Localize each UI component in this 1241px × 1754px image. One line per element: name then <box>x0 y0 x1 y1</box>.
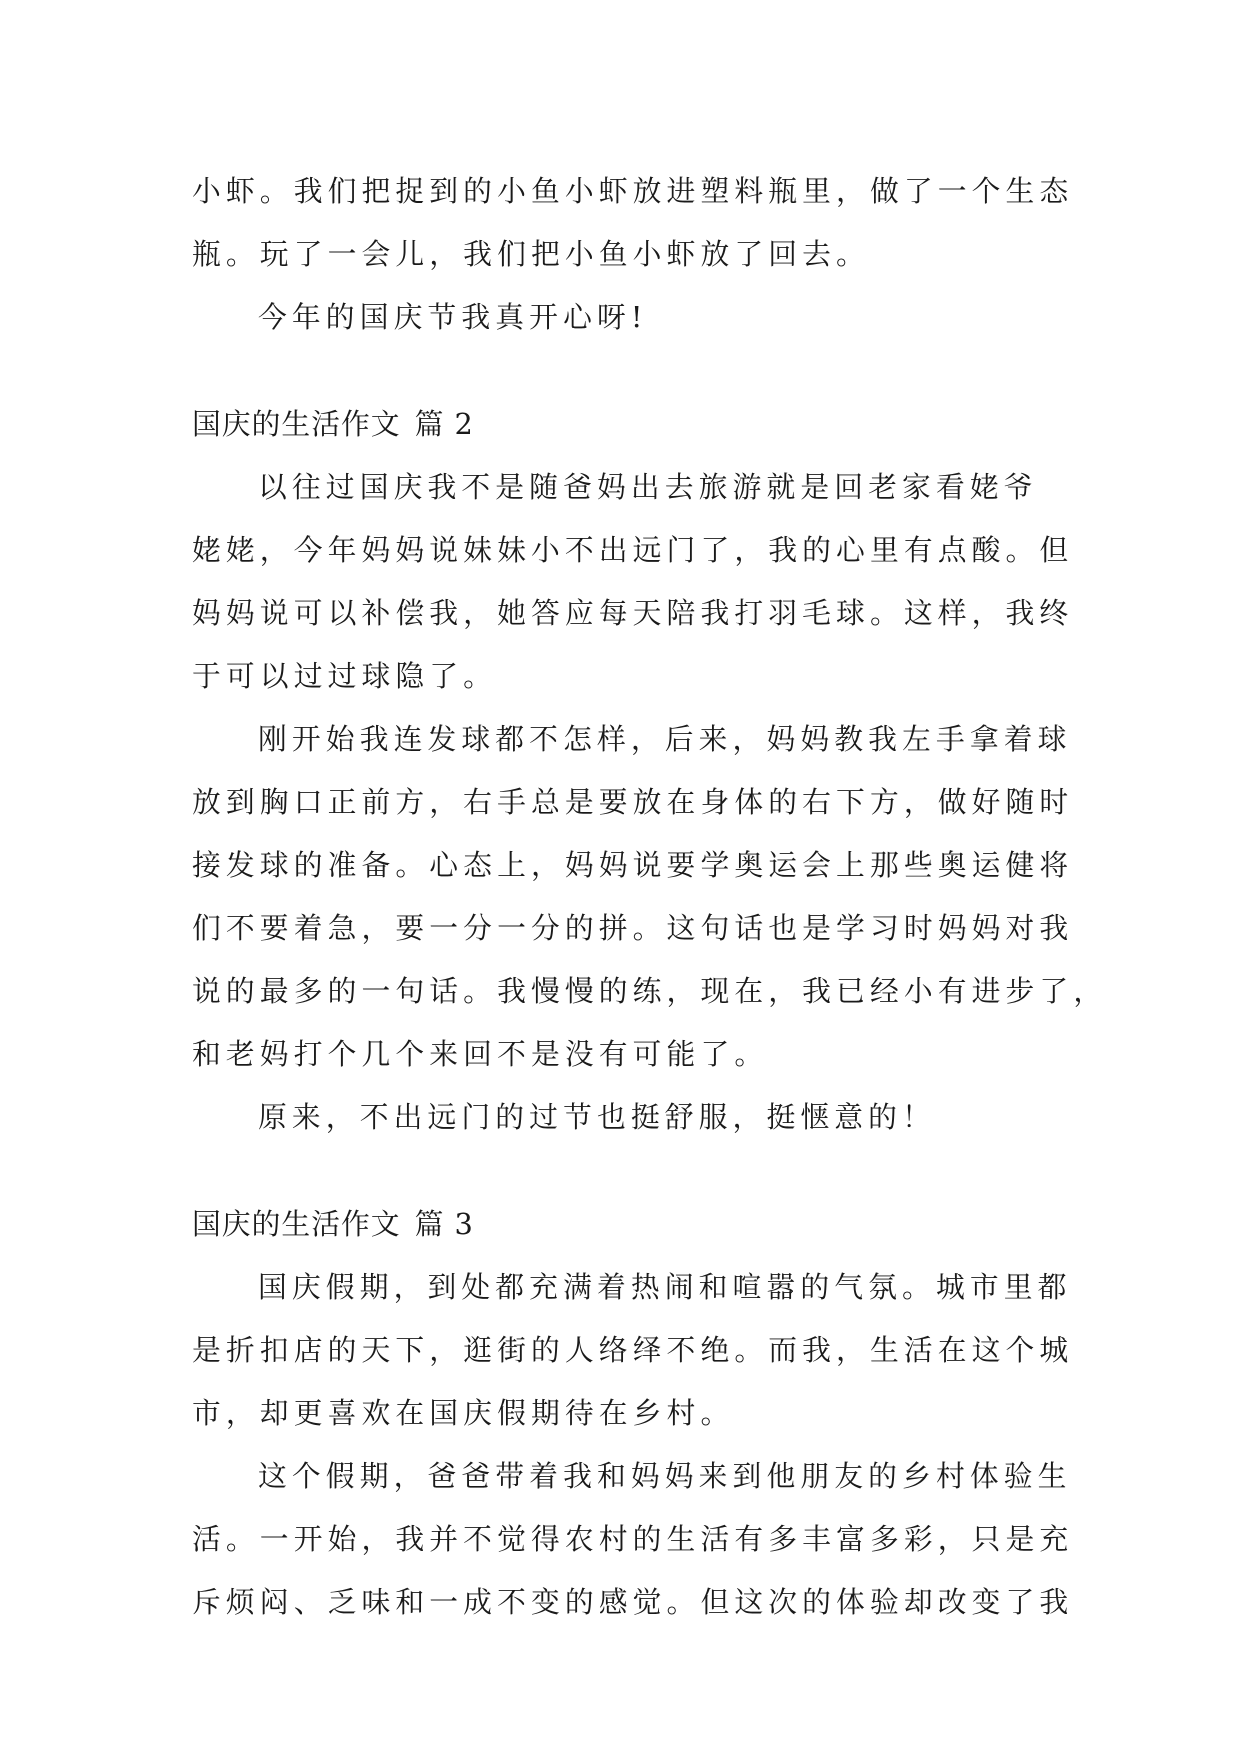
text-line: 以往过国庆我不是随爸妈出去旅游就是回老家看姥爷 <box>258 470 1038 504</box>
section-gap <box>192 1149 1056 1193</box>
text-line: 妈妈说可以补偿我，她答应每天陪我打羽毛球。这样，我终 <box>192 596 1074 630</box>
section-heading <box>192 1193 1056 1256</box>
text-line: 今年的国庆节我真开心呀! <box>258 300 648 334</box>
text-line: 姥姥，今年妈妈说妹妹小不出远门了，我的心里有点酸。但 <box>192 533 1074 567</box>
text-line: 活。一开始，我并不觉得农村的生活有多丰富多彩，只是充 <box>192 1522 1074 1556</box>
paragraph <box>192 1086 1056 1149</box>
paragraph <box>192 286 1056 349</box>
text-line: 小虾。我们把捉到的小鱼小虾放进塑料瓶里，做了一个生态 <box>192 174 1074 208</box>
text-line: 原来，不出远门的过节也挺舒服，挺惬意的！ <box>258 1100 936 1134</box>
heading-number: 篇 3 <box>414 1207 474 1241</box>
paragraph <box>192 1256 1074 1445</box>
text-line: 国庆假期，到处都充满着热闹和喧嚣的气氛。城市里都 <box>258 1270 1072 1304</box>
paragraph <box>192 708 1108 1086</box>
paragraph <box>192 160 1074 286</box>
document-page <box>192 160 1108 1634</box>
text-line: 刚开始我连发球都不怎样，后来，妈妈教我左手拿着球 <box>258 722 1072 756</box>
text-line: 这个假期，爸爸带着我和妈妈来到他朋友的乡村体验生 <box>258 1459 1072 1493</box>
text-line: 于可以过过球隐了。 <box>192 659 498 693</box>
section-gap <box>192 349 1056 393</box>
section-2 <box>192 393 1108 1149</box>
section-heading <box>192 393 1056 456</box>
text-line: 瓶。玩了一会儿，我们把小鱼小虾放了回去。 <box>192 237 870 271</box>
text-line: 们不要着急，要一分一分的拼。这句话也是学习时妈妈对我 <box>192 911 1074 945</box>
text-line: 放到胸口正前方，右手总是要放在身体的右下方，做好随时 <box>192 785 1074 819</box>
heading-title: 国庆的生活作文 <box>192 407 401 441</box>
heading-number: 篇 2 <box>414 407 474 441</box>
text-line: 斥烦闷、乏味和一成不变的感觉。但这次的体验却改变了我 <box>192 1585 1074 1619</box>
text-line: 接发球的准备。心态上，妈妈说要学奥运会上那些奥运健将 <box>192 848 1074 882</box>
heading-title: 国庆的生活作文 <box>192 1207 401 1241</box>
paragraph <box>192 1445 1074 1634</box>
section-3 <box>192 1193 1074 1634</box>
text-line: 说的最多的一句话。我慢慢的练，现在，我已经小有进步了， <box>192 974 1108 1008</box>
section-1 <box>192 160 1074 349</box>
text-line: 市，却更喜欢在国庆假期待在乡村。 <box>192 1396 735 1430</box>
text-line: 是折扣店的天下，逛街的人络绎不绝。而我，生活在这个城 <box>192 1333 1074 1367</box>
text-line: 和老妈打个几个来回不是没有可能了。 <box>192 1037 769 1071</box>
paragraph <box>192 456 1074 708</box>
